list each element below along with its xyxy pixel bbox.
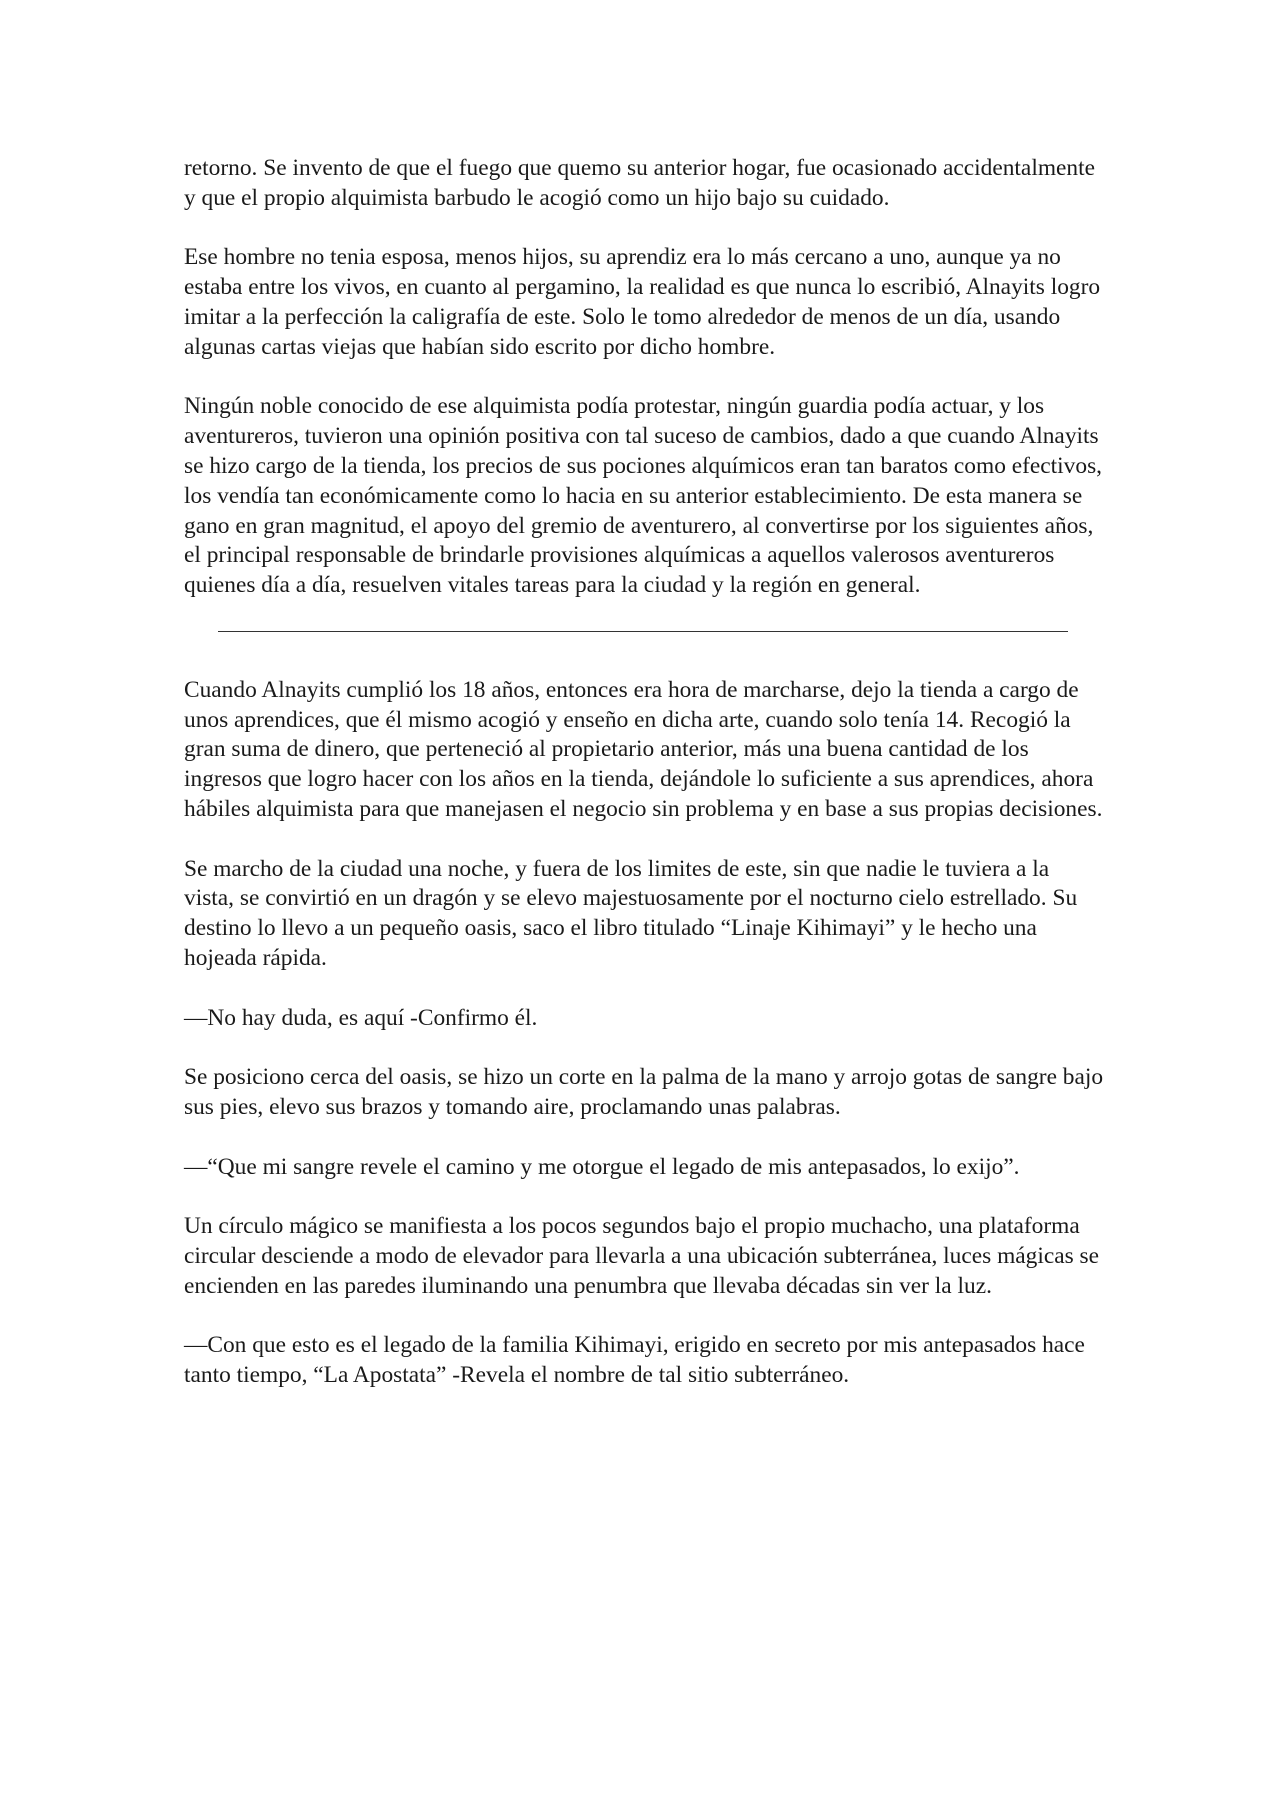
dialogue-line: —“Que mi sangre revele el camino y me otorgue el legado de mis antepasados, lo exijo”. xyxy=(184,1153,1020,1180)
paragraph: retorno. Se invento de que el fuego que quemo su anterior hogar, fue ocasionado accidentalmente y que el propio alquimista barbudo le acogió como un hijo bajo su cuidado. xyxy=(184,155,1095,211)
document-body xyxy=(184,154,1104,1421)
paragraph: Se marcho de la ciudad una noche, y fuera de los limites de este, sin que nadie le tuviera a la vista, se convirtió en un dragón y se elevo majestuosamente por el nocturno cielo estrellado. Su destino lo llevo a un pequeño oasis, saco el libro titulado “Linaje Kihimayi” y le hecho una hojeada rápida. xyxy=(184,855,1078,971)
paragraph: Se posiciono cerca del oasis, se hizo un corte en la palma de la mano y arrojo gotas de sangre bajo sus pies, elevo sus brazos y tomando aire, proclamando unas palabras. xyxy=(184,1064,1104,1120)
paragraph: Cuando Alnayits cumplió los 18 años, entonces era hora de marcharse, dejo la tienda a cargo de unos aprendices, que él mismo acogió y enseño en dicha arte, cuando solo tenía 14. Recogió la gran suma de dinero, que perteneció al propietario anterior, más una buena cantidad de los ingresos que logro hacer con los años en la tienda, dejándole lo suficiente a sus aprendices, ahora hábiles alquimista para que manejasen el negocio sin problema y en base a sus propias decisiones. xyxy=(184,676,1103,822)
dialogue-line: —No hay duda, es aquí -Confirmo él. xyxy=(184,1004,538,1031)
section-divider xyxy=(218,631,1068,632)
paragraph: Un círculo mágico se manifiesta a los pocos segundos bajo el propio muchacho, una plataforma circular desciende a modo de elevador para llevarla a una ubicación subterránea, luces mágicas se encienden en las paredes iluminando una penumbra que llevaba décadas sin ver la luz. xyxy=(184,1213,1100,1299)
paragraph: Ningún noble conocido de ese alquimista podía protestar, ningún guardia podía actuar, y los aventureros, tuvieron una opinión positiva con tal suceso de cambios, dado a que cuando Alnayits se hizo cargo de la tienda, los precios de sus pociones alquímicos eran tan baratos como efectivos, los vendía tan económicamente como lo hacia en su anterior establecimiento. De esta manera se gano en gran magnitud, el apoyo del gremio de aventurero, al convertirse por los siguientes años, el principal responsable de brindarle provisiones alquímicas a aquellos valerosos aventureros quienes día a día, resuelven vitales tareas para la ciudad y la región en general. xyxy=(184,393,1103,599)
dialogue-line: —Con que esto es el legado de la familia Kihimayi, erigido en secreto por mis antepasados hace tanto tiempo, “La Apostata” -Revela el nombre de tal sitio subterráneo. xyxy=(184,1332,1085,1389)
paragraph: Ese hombre no tenia esposa, menos hijos, su aprendiz era lo más cercano a uno, aunque ya no estaba entre los vivos, en cuanto al pergamino, la realidad es que nunca lo escribió, Alnayits logro imitar a la perfección la caligrafía de este. Solo le tomo alrededor de menos de un día, usando algunas cartas viejas que habían sido escrito por dicho hombre. xyxy=(184,244,1101,360)
